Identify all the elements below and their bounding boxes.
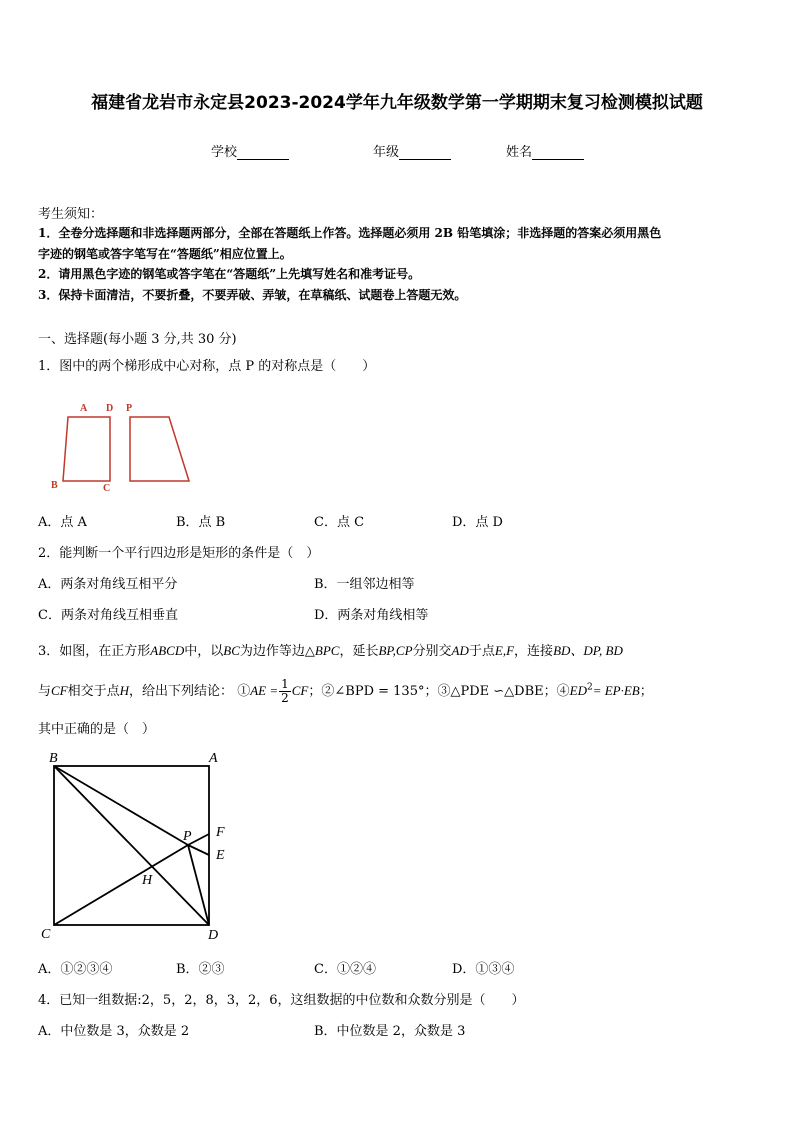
q4-option-a[interactable]: A．中位数是 3，众数是 2 [38,1024,190,1039]
q2-option-d[interactable]: D．两条对角线相等 [314,608,429,623]
q1-option-d[interactable]: D．点 D [452,515,503,530]
fig-label-d: D [208,928,219,943]
q1-option-c[interactable]: C．点 C [314,515,365,530]
name-label: 姓名 [506,145,533,160]
notice-item-1b: 字迹的钢笔或答字笔写在“答题纸”相应位置上。 [38,247,292,261]
q1-stem: 1．图中的两个梯形成中心对称，点 P 的对称点是（ ） [38,359,376,374]
label-a: A [80,403,88,414]
q2-stem: 2．能判断一个平行四边形是矩形的条件是（ ） [38,546,320,561]
school-label: 学校 [211,145,238,160]
fraction-one-half: $\frac{1}{2}$ [281,677,289,705]
q1-option-a[interactable]: A．点 A [38,515,87,530]
grade-label: 年级 [373,145,400,160]
label-p: P [126,403,133,414]
q3-option-c[interactable]: C．①②④ [314,962,376,977]
label-c: C [103,483,111,494]
fig-label-c: C [41,927,51,942]
segment-cp [54,845,188,925]
label-b: B [51,480,58,491]
q3-line-2: 与CF相交于点H，给出下列结论： ①AE = $\frac{1}{2}$ CF；②∠BPD = 135°；③△PDE ∽△DBE；$④ED^2= EP\cdot EB$； [38,677,653,705]
q3-option-a[interactable]: A．①②③④ [38,962,113,977]
q4-stem: 4．已知一组数据:2，5，2，8，3，2，6，这组数据的中位数和众数分别是（ ） [38,993,525,1008]
notice-item-2: 2．请用黑色字迹的钢笔或答字笔在“答题纸”上先填写姓名和准考证号。 [38,267,421,281]
q2-option-a[interactable]: A．两条对角线互相平分 [38,577,178,592]
q2-option-c[interactable]: C．两条对角线互相垂直 [38,608,178,623]
notice-heading: 考生须知： [38,207,104,222]
trapezoid-left [63,417,110,481]
q4-option-b[interactable]: B．中位数是 2，众数是 3 [314,1024,466,1039]
q3-line-3: 其中正确的是（ ） [38,722,156,737]
fig-label-f: F [216,825,225,840]
fig-label-a: A [209,751,218,766]
fig-label-p: P [183,829,192,844]
segment-bp [54,766,188,845]
q3-line-1: 3．如图，在正方形ABCD中，以BC为边作等边△BPC，延长BP,CP分别交AD于点E,F，连接BD、DP, BD [38,643,623,659]
fig-label-b: B [49,751,58,766]
grade-field[interactable] [373,141,451,160]
page-title: 福建省龙岩市永定县2023-2024学年九年级数学第一学期期末复习检测模拟试题 [91,93,703,113]
q3-option-d[interactable]: D．①③④ [452,962,515,977]
fig-label-e: E [216,848,225,863]
q1-option-b[interactable]: B．点 B [176,515,226,530]
label-d: D [106,403,114,414]
section-1-heading: 一、选择题(每小题 3 分,共 30 分) [38,332,237,347]
q3-option-b[interactable]: B．②③ [176,962,225,977]
fig-label-h: H [142,873,153,888]
trapezoid-right [130,417,189,481]
q2-option-b[interactable]: B．一组邻边相等 [314,577,415,592]
q1-figure [40,395,190,495]
notice-item-3: 3．保持卡面清洁，不要折叠，不要弄破、弄皱，在草稿纸、试题卷上答题无效。 [38,288,467,302]
notice-item-1a: 1．全卷分选择题和非选择题两部分，全部在答题纸上作答。选择题必须用 2B 铅笔填涂；非选择题的答案必须用黑色 [38,226,662,240]
grade-blank[interactable] [399,146,451,160]
name-field[interactable] [506,141,584,160]
q3-figure [38,745,238,950]
name-blank[interactable] [532,146,584,160]
school-field[interactable] [211,141,289,160]
school-blank[interactable] [237,146,289,160]
